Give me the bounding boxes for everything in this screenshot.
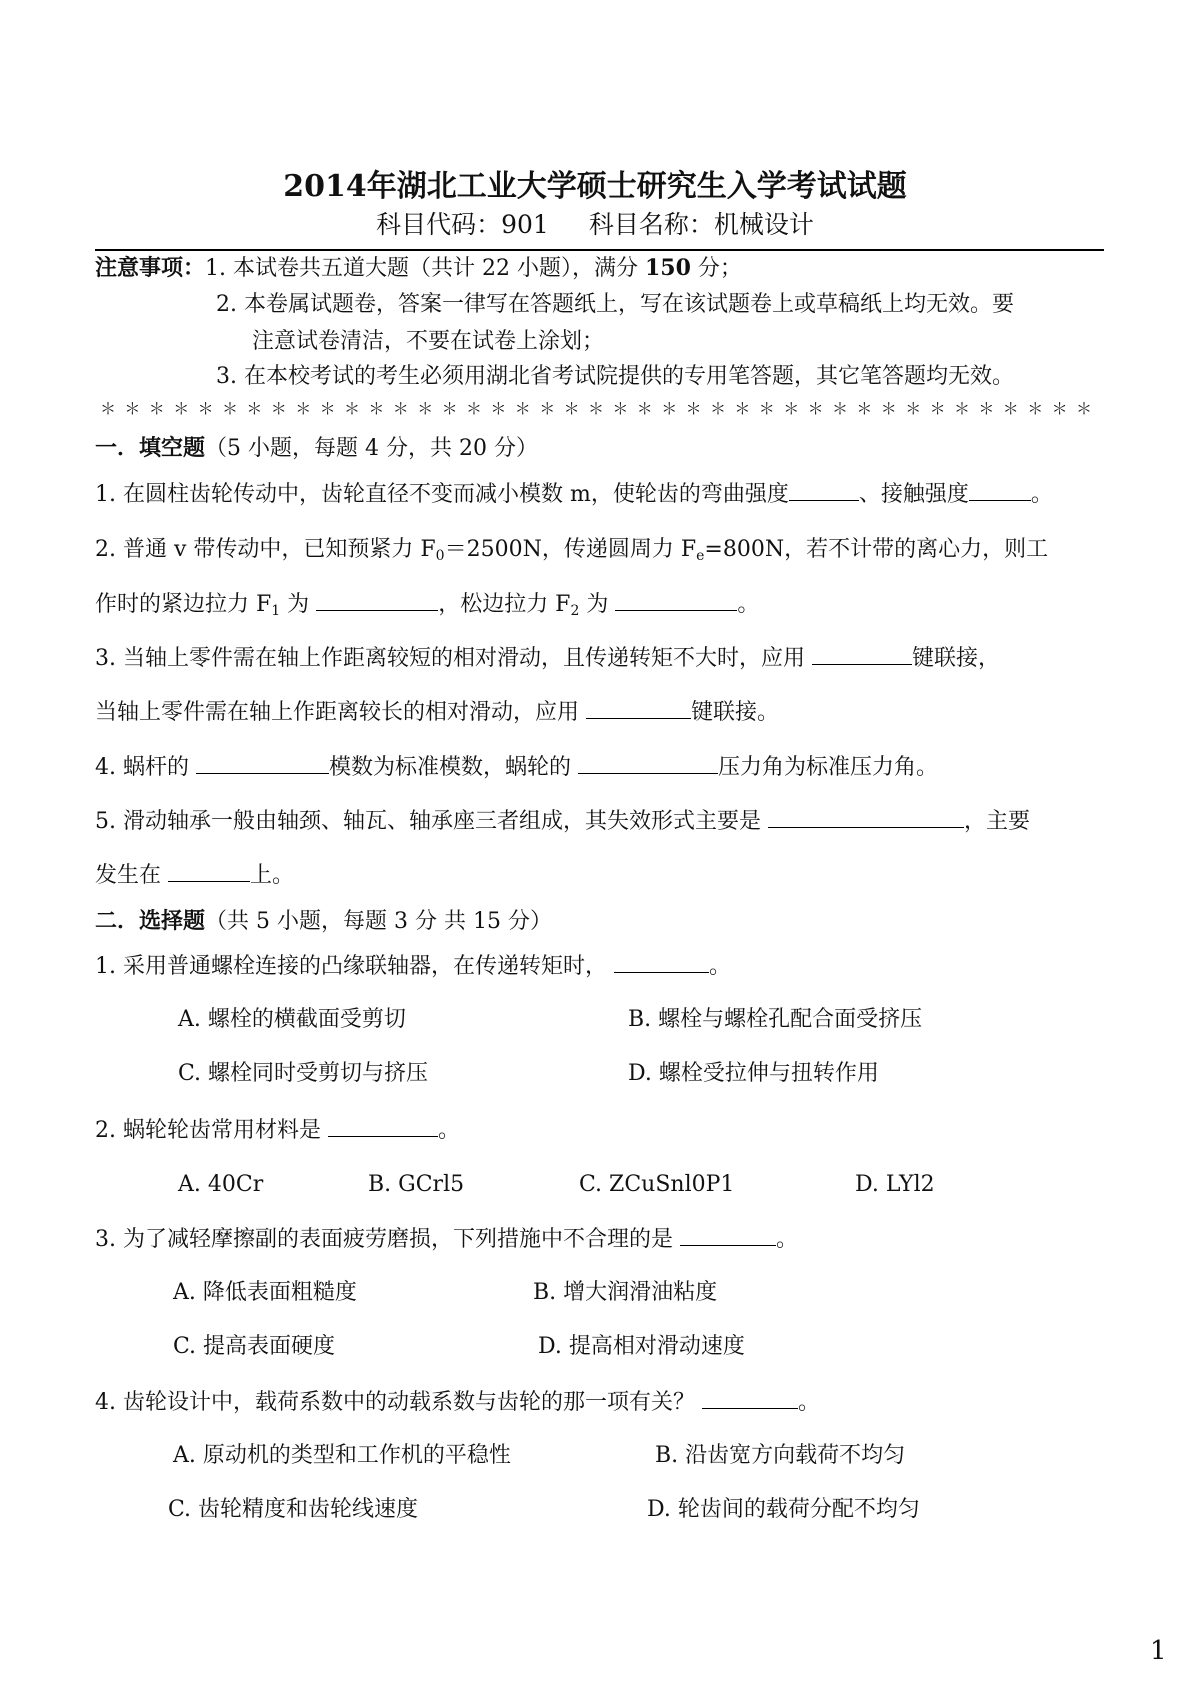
answer-blank[interactable] — [614, 952, 709, 973]
option-b: B. GCrl5 — [368, 1172, 465, 1197]
option-c: C. 螺栓同时受剪切与挤压 — [178, 1061, 429, 1086]
subscript: 0 — [435, 548, 445, 564]
subject-line — [0, 210, 1190, 240]
section1-title: 一．填空题 — [95, 435, 206, 461]
q-text: 5. 滑动轴承一般由轴颈、轴瓦、轴承座三者组成，其失效形式主要是 — [95, 809, 761, 834]
option-b: B. 沿齿宽方向载荷不均匀 — [655, 1443, 906, 1468]
s1-q3-cont — [95, 698, 779, 726]
option-d: D. 提高相对滑动速度 — [538, 1334, 745, 1359]
note-2b: 注意试卷清洁，不要在试卷上涂划； — [252, 329, 605, 354]
s1-q2 — [95, 536, 1048, 564]
s1-q5 — [95, 807, 1030, 835]
notes-line-1 — [95, 254, 742, 282]
options-row — [168, 1496, 934, 1524]
section2-heading — [95, 907, 552, 935]
note-1: 1. 本试卷共五道大题（共计 22 小题），满分 — [205, 256, 645, 281]
q-text: 1. 采用普通螺栓连接的凸缘联轴器，在传递转矩时， — [95, 954, 607, 979]
section1-heading — [95, 434, 538, 462]
answer-blank[interactable] — [702, 1388, 798, 1409]
subscript: e — [696, 548, 705, 564]
q-text: 键联接， — [912, 646, 1001, 671]
q-text: 。 — [709, 954, 732, 979]
option-a: A. 原动机的类型和工作机的平稳性 — [173, 1443, 511, 1468]
q-text: 4. 蜗杆的 — [95, 755, 189, 780]
answer-blank[interactable] — [316, 590, 438, 611]
answer-blank[interactable] — [168, 861, 250, 882]
answer-blank[interactable] — [768, 807, 964, 828]
q-text: 、接触强度 — [858, 482, 969, 507]
options-row — [173, 1442, 919, 1470]
note-1-end: 分； — [690, 256, 742, 281]
q-text: 3. 当轴上零件需在轴上作距离较短的相对滑动，且传递转矩不大时，应用 — [95, 646, 805, 671]
option-c: C. 提高表面硬度 — [173, 1334, 336, 1359]
q-text: 为 — [280, 592, 310, 617]
q-text: 1. 在圆柱齿轮传动中，齿轮直径不变而减小模数 m，使轮齿的弯曲强度 — [95, 482, 789, 507]
q-text: 。 — [798, 1390, 821, 1415]
note-1-score: 150 — [644, 255, 691, 281]
note-3: 3. 在本校考试的考生必须用湖北省考试院提供的专用笔答题，其它笔答题均无效。 — [216, 364, 1014, 389]
option-b: B. 螺栓与螺栓孔配合面受挤压 — [628, 1007, 923, 1032]
answer-blank[interactable] — [578, 753, 718, 774]
q-text: ，主要 — [964, 809, 1031, 834]
option-c: C. 齿轮精度和齿轮线速度 — [168, 1497, 419, 1522]
s1-q4 — [95, 753, 938, 781]
q-text: 作时的紧边拉力 F — [95, 592, 272, 617]
option-d: D. 轮齿间的载荷分配不均匀 — [647, 1497, 920, 1522]
q-text: ，松边拉力 F — [438, 592, 571, 617]
notes-label: 注意事项： — [95, 255, 206, 281]
option-d: D. LYl2 — [855, 1172, 935, 1197]
section1-info: （5 小题，每题 4 分，共 20 分） — [205, 436, 538, 461]
option-b: B. 增大润滑油粘度 — [533, 1280, 718, 1305]
q-text: 模数为标准模数，蜗轮的 — [328, 755, 571, 780]
q-text: 为 — [579, 592, 609, 617]
options-row — [178, 1171, 949, 1199]
s1-q5-cont — [95, 861, 294, 889]
s2-q1 — [95, 952, 731, 980]
subject-code: 科目代码：901 — [376, 210, 549, 239]
options-row — [178, 1006, 936, 1034]
exam-title: 2014年湖北工业大学硕士研究生入学考试试题 — [283, 169, 907, 204]
q-text: 上。 — [250, 863, 295, 888]
subscript: 1 — [271, 603, 281, 619]
answer-blank[interactable] — [969, 480, 1031, 501]
option-a: A. 螺栓的横截面受剪切 — [178, 1007, 406, 1032]
q-text: 键联接。 — [691, 700, 780, 725]
divider-stars: ＊＊＊＊＊＊＊＊＊＊＊＊＊＊＊＊＊＊＊＊＊＊＊＊＊＊＊＊＊＊＊＊＊＊＊＊＊＊＊＊＊ — [100, 399, 1101, 418]
answer-blank[interactable] — [328, 1116, 438, 1137]
q-text: 。 — [776, 1227, 799, 1252]
section2-title: 二．选择题 — [95, 908, 206, 934]
option-a: A. 降低表面粗糙度 — [173, 1280, 357, 1305]
options-row — [178, 1060, 893, 1088]
q-text: ＝2500N，传递圆周力 F — [444, 537, 697, 562]
answer-blank[interactable] — [586, 698, 691, 719]
answer-blank[interactable] — [196, 753, 329, 774]
header-rule — [95, 249, 1104, 251]
q-text: =800N，若不计带的离心力，则工 — [704, 537, 1049, 562]
answer-blank[interactable] — [812, 644, 912, 665]
q-text: 2. 蜗轮轮齿常用材料是 — [95, 1118, 321, 1143]
options-row — [173, 1333, 759, 1361]
subscript: 2 — [570, 603, 580, 619]
s2-q3 — [95, 1225, 798, 1253]
section2-info: （共 5 小题，每题 3 分 共 15 分） — [205, 909, 552, 934]
note-2a: 2. 本卷属试题卷，答案一律写在答题纸上，写在该试题卷上或草稿纸上均无效。要 — [216, 292, 1014, 317]
s1-q3 — [95, 644, 1000, 672]
answer-blank[interactable] — [615, 590, 737, 611]
option-c: C. ZCuSnl0P1 — [579, 1172, 735, 1197]
q-text: 发生在 — [95, 863, 162, 888]
q-text: 当轴上零件需在轴上作距离较长的相对滑动，应用 — [95, 700, 580, 725]
q-text: 。 — [737, 592, 760, 617]
q-text: 压力角为标准压力角。 — [718, 755, 939, 780]
s1-q1 — [95, 480, 1053, 508]
q-text: 4. 齿轮设计中，载荷系数中的动载系数与齿轮的那一项有关？ — [95, 1390, 695, 1415]
q-text: 2. 普通 v 带传动中，已知预紧力 F — [95, 537, 436, 562]
option-a: A. 40Cr — [178, 1172, 264, 1197]
s2-q2 — [95, 1116, 460, 1144]
answer-blank[interactable] — [680, 1225, 776, 1246]
option-d: D. 螺栓受拉伸与扭转作用 — [628, 1061, 879, 1086]
q-text: 。 — [1030, 482, 1053, 507]
answer-blank[interactable] — [789, 480, 859, 501]
s2-q4 — [95, 1388, 820, 1416]
subject-name: 科目名称：机械设计 — [588, 210, 814, 239]
options-row — [173, 1279, 731, 1307]
q-text: 3. 为了减轻摩擦副的表面疲劳磨损，下列措施中不合理的是 — [95, 1227, 673, 1252]
s1-q2-cont — [95, 590, 759, 618]
page-number: 1 — [1150, 1636, 1167, 1666]
q-text: 。 — [437, 1118, 460, 1143]
